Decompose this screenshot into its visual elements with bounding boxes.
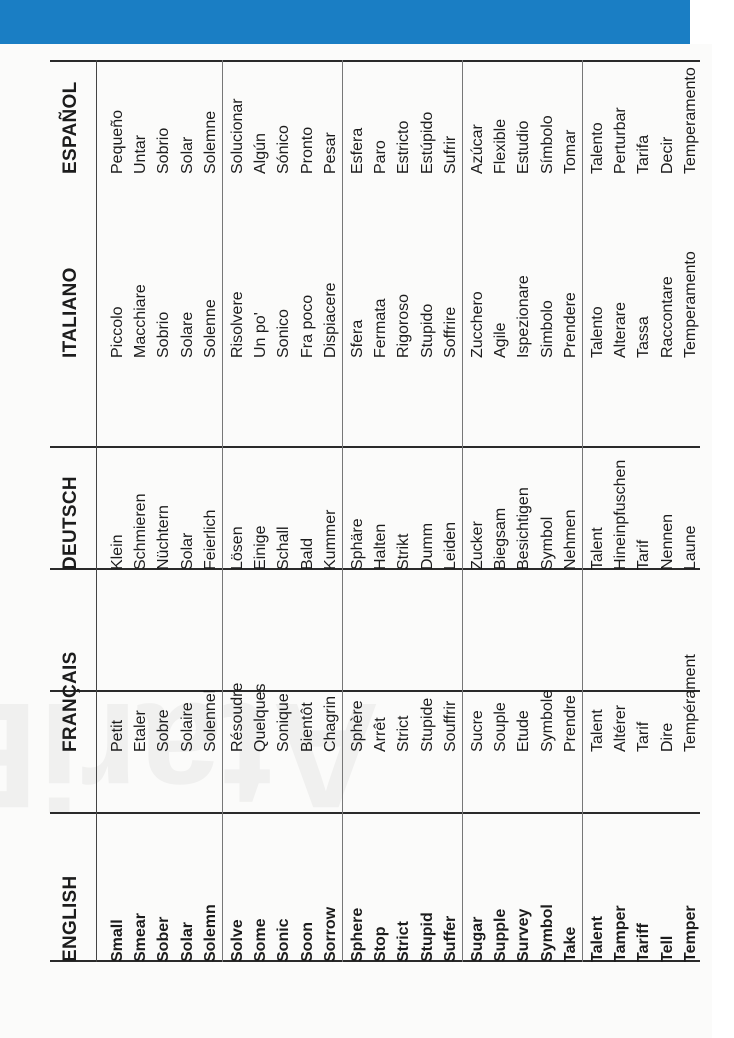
- cell-espanol: Solar: [178, 136, 196, 174]
- cell-francais: Arrêt: [372, 717, 390, 752]
- group-divider: [582, 60, 583, 962]
- cell-francais: Sucre: [469, 710, 486, 752]
- table-row: [249, 60, 272, 962]
- cell-italiano: Rigoroso: [395, 293, 413, 358]
- cell-deutsch: Strikt: [395, 533, 413, 570]
- cell-francais: Talent: [589, 709, 606, 752]
- cell-english: Solve: [229, 919, 246, 962]
- cell-espanol: Azúcar: [469, 124, 486, 174]
- cell-deutsch: Feierlich: [201, 509, 219, 570]
- table-row: [609, 60, 632, 962]
- cell-espanol: Pesar: [321, 132, 339, 174]
- cell-francais: Bientôt: [298, 702, 316, 752]
- cell-deutsch: Klein: [109, 534, 126, 570]
- cell-espanol: Sobrio: [155, 127, 173, 174]
- cell-english: Sober: [155, 916, 173, 962]
- cell-francais: Stupide: [418, 697, 436, 752]
- cell-francais: Sobre: [155, 709, 173, 752]
- cell-italiano: Ispezionare: [515, 275, 533, 358]
- cell-deutsch: Schall: [275, 526, 293, 570]
- page-edge: [712, 44, 734, 1038]
- table-row: [416, 60, 439, 962]
- cell-italiano: Macchiare: [132, 284, 150, 358]
- word-group: [226, 60, 342, 962]
- cell-deutsch: Bald: [298, 537, 316, 570]
- header-italiano: ITALIANO: [60, 267, 81, 358]
- cell-italiano: Agile: [492, 322, 510, 358]
- word-group: [106, 60, 222, 962]
- cell-espanol: Talento: [589, 122, 606, 174]
- cell-deutsch: Dumm: [418, 522, 436, 570]
- cell-english: Talent: [589, 916, 606, 962]
- cell-italiano: Zucchero: [469, 291, 486, 358]
- cell-english: Solemn: [201, 904, 219, 962]
- table-row: [586, 60, 609, 962]
- cell-italiano: Solenne: [201, 299, 219, 358]
- vocabulary-table: [50, 60, 700, 962]
- cell-espanol: Tomar: [561, 129, 579, 174]
- cell-italiano: Alterare: [612, 301, 630, 358]
- table-row: [489, 60, 512, 962]
- cell-espanol: Paro: [372, 140, 390, 174]
- cell-italiano: Sfera: [349, 319, 366, 358]
- cell-english: Symbol: [538, 904, 556, 962]
- cell-deutsch: Biegsam: [492, 507, 510, 570]
- group-divider: [342, 60, 343, 962]
- cell-english: Stupid: [418, 912, 436, 962]
- cell-english: Sonic: [275, 918, 293, 962]
- table-row: [272, 60, 295, 962]
- cell-francais: Prendre: [561, 695, 579, 752]
- cell-deutsch: Sphäre: [349, 518, 366, 570]
- cell-italiano: Un po': [252, 312, 270, 358]
- cell-italiano: Raccontare: [658, 276, 676, 358]
- header-espanol: ESPAÑOL: [60, 81, 81, 174]
- cell-espanol: Pronto: [298, 126, 316, 174]
- cell-deutsch: Halten: [372, 523, 390, 570]
- cell-espanol: Sufrir: [441, 135, 459, 174]
- table-row: [129, 60, 152, 962]
- cell-espanol: Estricto: [395, 120, 413, 174]
- cell-italiano: Talento: [589, 306, 606, 358]
- cell-espanol: Esfera: [349, 127, 366, 174]
- header-francais: FRANÇAIS: [60, 651, 81, 752]
- table-row: [296, 60, 319, 962]
- cell-espanol: Algún: [252, 133, 270, 174]
- cell-francais: Sphère: [349, 700, 366, 752]
- cell-francais: Souffrir: [441, 700, 459, 752]
- cell-francais: Sonique: [275, 693, 293, 752]
- header-divider: [96, 60, 97, 962]
- cell-francais: Strict: [395, 715, 413, 752]
- cell-english: Tariff: [635, 923, 653, 962]
- cell-deutsch: Nehmen: [561, 509, 579, 570]
- cell-english: Take: [561, 926, 579, 962]
- table-row: [199, 60, 222, 962]
- cell-deutsch: Lösen: [229, 526, 246, 570]
- word-group: [346, 60, 462, 962]
- cell-english: Temper: [681, 905, 699, 962]
- top-color-bar: [0, 0, 690, 44]
- cell-italiano: Piccolo: [109, 306, 126, 358]
- cell-italiano: Solare: [178, 311, 196, 358]
- cell-deutsch: Solar: [178, 532, 196, 570]
- cell-english: Small: [109, 919, 126, 962]
- table-row: [632, 60, 655, 962]
- cell-espanol: Símbolo: [538, 115, 556, 174]
- cell-deutsch: Kummer: [321, 509, 339, 570]
- group-divider: [222, 60, 223, 962]
- table-row: [226, 60, 249, 962]
- cell-deutsch: Nüchtern: [155, 505, 173, 570]
- cell-italiano: Prendere: [561, 292, 579, 358]
- table-header: [60, 60, 90, 962]
- cell-espanol: Estudio: [515, 120, 533, 174]
- table-row: [439, 60, 462, 962]
- table-row: [466, 60, 489, 962]
- table-row: [536, 60, 559, 962]
- cell-deutsch: Einige: [252, 525, 270, 570]
- header-english: ENGLISH: [60, 875, 81, 962]
- table-row: [656, 60, 679, 962]
- cell-francais: Tempérament: [681, 654, 699, 752]
- top-bar-gap: [690, 0, 734, 44]
- cell-francais: Chagrin: [321, 695, 339, 752]
- cell-francais: Altérer: [612, 704, 630, 752]
- cell-espanol: Perturbar: [612, 107, 630, 174]
- table-row: [319, 60, 342, 962]
- group-divider: [462, 60, 463, 962]
- cell-deutsch: Laune: [681, 525, 699, 570]
- cell-english: Strict: [395, 921, 413, 962]
- cell-english: Tamper: [612, 905, 630, 962]
- cell-italiano: Simbolo: [538, 300, 556, 358]
- cell-italiano: Sobrio: [155, 311, 173, 358]
- cell-english: Sorrow: [321, 906, 339, 962]
- cell-espanol: Tarifa: [635, 134, 653, 174]
- cell-english: Smear: [132, 913, 150, 962]
- cell-english: Sphere: [349, 907, 366, 962]
- cell-francais: Solennel: [201, 689, 219, 752]
- header-deutsch: DEUTSCH: [60, 476, 81, 570]
- cell-deutsch: Nennen: [658, 513, 676, 570]
- cell-italiano: Stupido: [418, 303, 436, 358]
- cell-francais: Symbole: [538, 689, 556, 752]
- cell-english: Solar: [178, 921, 196, 962]
- cell-deutsch: Leiden: [441, 521, 459, 570]
- cell-english: Survey: [515, 908, 533, 962]
- cell-english: Sugar: [469, 916, 486, 962]
- cell-francais: Solaire: [178, 702, 196, 752]
- table-row: [559, 60, 582, 962]
- cell-italiano: Soffrire: [441, 306, 459, 358]
- cell-italiano: Tassa: [635, 316, 653, 358]
- cell-italiano: Fermata: [372, 298, 390, 358]
- cell-deutsch: Schmieren: [132, 493, 150, 570]
- cell-italiano: Risolvere: [229, 291, 246, 358]
- cell-espanol: Temperamento: [681, 67, 699, 174]
- table-row: [392, 60, 415, 962]
- cell-francais: Petit: [109, 719, 126, 752]
- cell-espanol: Decir: [658, 136, 676, 174]
- cell-english: Suffer: [441, 915, 459, 962]
- cell-deutsch: Besichtigen: [515, 487, 533, 570]
- word-group: [466, 60, 582, 962]
- cell-deutsch: Hineinpfuschen: [612, 459, 630, 570]
- cell-espanol: Solucionar: [229, 98, 246, 174]
- word-group: [586, 60, 702, 962]
- cell-francais: Etude: [515, 710, 533, 752]
- cell-italiano: Dispiacere: [321, 282, 339, 358]
- cell-english: Supple: [492, 908, 510, 962]
- cell-deutsch: Zucker: [469, 521, 486, 570]
- cell-deutsch: Symbol: [538, 516, 556, 570]
- cell-espanol: Flexible: [492, 118, 510, 174]
- cell-english: Stop: [372, 926, 390, 962]
- cell-deutsch: Talent: [589, 527, 606, 570]
- table-row: [152, 60, 175, 962]
- table-row: [512, 60, 535, 962]
- cell-italiano: Fra poco: [298, 294, 316, 358]
- cell-espanol: Estúpido: [418, 111, 436, 174]
- cell-francais: Résoudre: [229, 682, 246, 752]
- table-row: [369, 60, 392, 962]
- cell-italiano: Sonico: [275, 309, 293, 358]
- cell-espanol: Pequeño: [109, 109, 126, 174]
- cell-francais: Tarif: [635, 721, 653, 752]
- cell-francais: Dire: [658, 722, 676, 752]
- table-row: [346, 60, 369, 962]
- cell-english: Soon: [298, 922, 316, 962]
- table-row: [679, 60, 702, 962]
- cell-espanol: Sónico: [275, 125, 293, 174]
- table-row: [176, 60, 199, 962]
- cell-espanol: Solemne: [201, 110, 219, 174]
- cell-francais: Quelques: [252, 683, 270, 752]
- cell-francais: Etaler: [132, 710, 150, 752]
- cell-deutsch: Tarif: [635, 539, 653, 570]
- table-row: [106, 60, 129, 962]
- cell-english: Some: [252, 918, 270, 962]
- cell-english: Tell: [658, 935, 676, 962]
- cell-italiano: Temperamento: [681, 251, 699, 358]
- cell-espanol: Untar: [132, 134, 150, 174]
- cell-francais: Souple: [492, 702, 510, 752]
